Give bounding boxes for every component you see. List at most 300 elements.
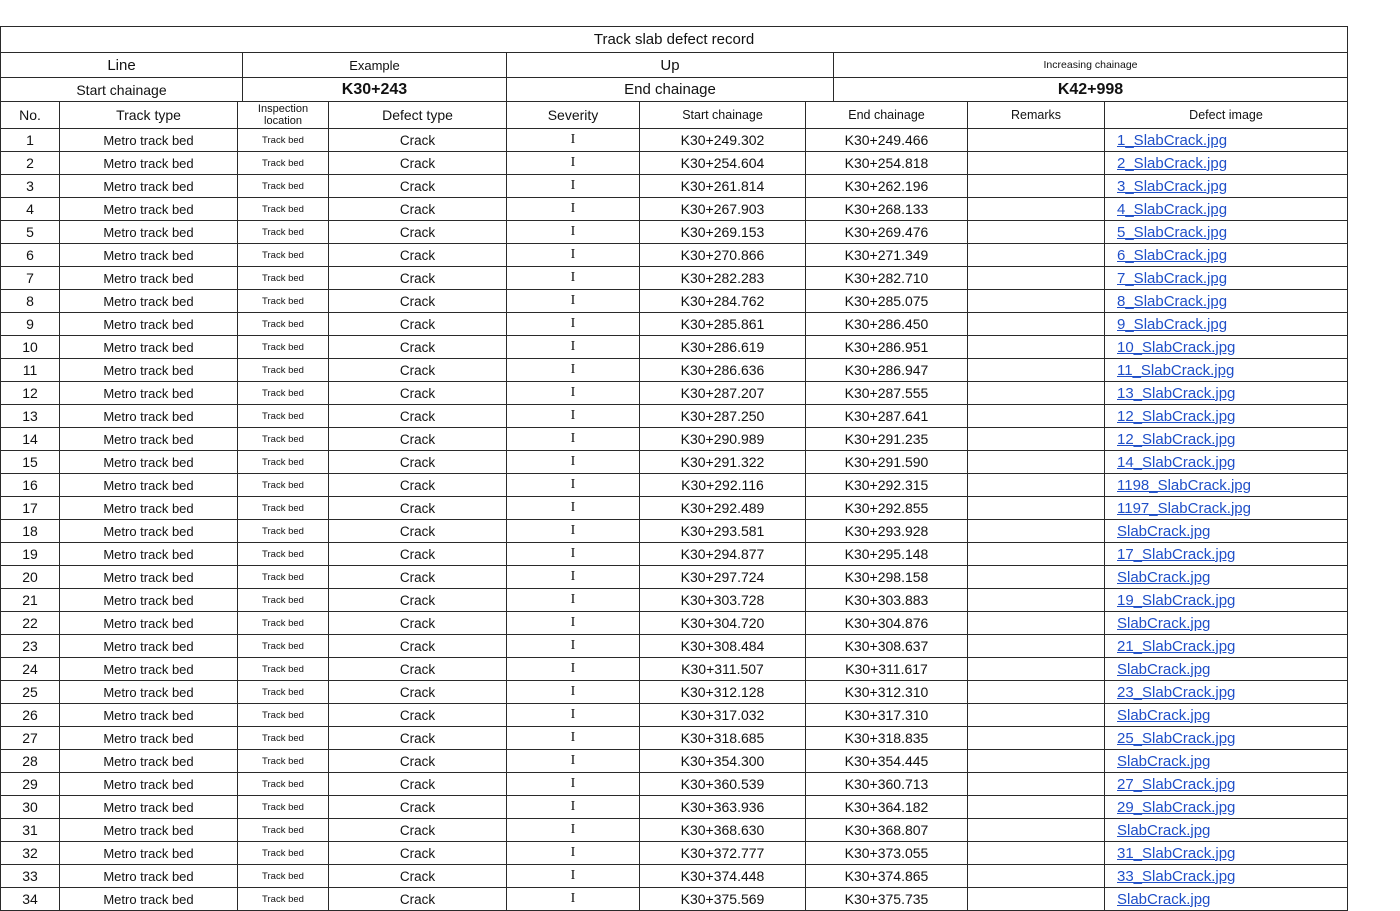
table-row [1, 658, 1348, 681]
cell-end-chainage: K30+317.310 [806, 704, 968, 727]
cell-defect-type: Crack [329, 152, 507, 175]
cell-start-chainage: K30+360.539 [640, 773, 806, 796]
cell-start-chainage: K30+270.866 [640, 244, 806, 267]
cell-end-chainage: K30+354.445 [806, 750, 968, 773]
cell-track-type: Metro track bed [60, 497, 238, 520]
cell-severity: I [507, 152, 640, 175]
table-row [1, 520, 1348, 543]
cell-start-chainage: K30+297.724 [640, 566, 806, 589]
cell-defect-type: Crack [329, 359, 507, 382]
cell-no: 12 [1, 382, 60, 405]
col-defect-type: Defect type [329, 102, 507, 129]
cell-defect-type: Crack [329, 681, 507, 704]
cell-defect-type: Crack [329, 313, 507, 336]
table-row [1, 129, 1348, 152]
cell-start-chainage: K30+375.569 [640, 888, 806, 911]
start-chainage-value: K30+243 [243, 78, 507, 102]
cell-start-chainage: K30+292.489 [640, 497, 806, 520]
cell-defect-type: Crack [329, 382, 507, 405]
cell-track-type: Metro track bed [60, 865, 238, 888]
cell-inspection-location: Track bed [238, 589, 329, 612]
cell-start-chainage: K30+267.903 [640, 198, 806, 221]
cell-no: 7 [1, 267, 60, 290]
cell-severity: I [507, 474, 640, 497]
table-row [1, 543, 1348, 566]
cell-remarks [968, 313, 1105, 336]
table-row [1, 152, 1348, 175]
cell-inspection-location: Track bed [238, 727, 329, 750]
cell-end-chainage: K30+286.450 [806, 313, 968, 336]
cell-start-chainage: K30+291.322 [640, 451, 806, 474]
cell-remarks [968, 152, 1105, 175]
cell-severity: I [507, 244, 640, 267]
cell-defect-image [1105, 681, 1348, 704]
cell-track-type: Metro track bed [60, 336, 238, 359]
table-row [1, 382, 1348, 405]
cell-defect-type: Crack [329, 405, 507, 428]
cell-no: 4 [1, 198, 60, 221]
cell-defect-type: Crack [329, 589, 507, 612]
cell-track-type: Metro track bed [60, 520, 238, 543]
cell-start-chainage: K30+372.777 [640, 842, 806, 865]
table-row [1, 313, 1348, 336]
cell-inspection-location: Track bed [238, 888, 329, 911]
defect-image-link[interactable]: SlabCrack.jpg [1117, 890, 1211, 908]
cell-inspection-location: Track bed [238, 750, 329, 773]
cell-severity: I [507, 451, 640, 474]
cell-track-type: Metro track bed [60, 727, 238, 750]
cell-defect-image [1105, 888, 1348, 911]
cell-severity: I [507, 566, 640, 589]
table-row [1, 244, 1348, 267]
cell-track-type: Metro track bed [60, 382, 238, 405]
cell-defect-image [1105, 773, 1348, 796]
cell-inspection-location: Track bed [238, 497, 329, 520]
cell-no: 22 [1, 612, 60, 635]
cell-defect-image [1105, 842, 1348, 865]
cell-defect-image [1105, 336, 1348, 359]
page-title: Track slab defect record [1, 27, 1348, 53]
cell-defect-image [1105, 865, 1348, 888]
cell-end-chainage: K30+373.055 [806, 842, 968, 865]
cell-remarks [968, 405, 1105, 428]
cell-no: 13 [1, 405, 60, 428]
cell-track-type: Metro track bed [60, 681, 238, 704]
cell-no: 24 [1, 658, 60, 681]
cell-severity: I [507, 405, 640, 428]
cell-severity: I [507, 612, 640, 635]
cell-start-chainage: K30+285.861 [640, 313, 806, 336]
defect-image-link[interactable]: 3_SlabCrack.jpg [1117, 177, 1228, 195]
cell-remarks [968, 474, 1105, 497]
cell-defect-type: Crack [329, 198, 507, 221]
cell-inspection-location: Track bed [238, 658, 329, 681]
cell-end-chainage: K30+286.951 [806, 336, 968, 359]
cell-defect-type: Crack [329, 129, 507, 152]
defect-image-link[interactable]: SlabCrack.jpg [1117, 706, 1211, 724]
cell-inspection-location: Track bed [238, 129, 329, 152]
cell-severity: I [507, 704, 640, 727]
cell-defect-image [1105, 543, 1348, 566]
cell-remarks [968, 750, 1105, 773]
cell-defect-image [1105, 451, 1348, 474]
cell-inspection-location: Track bed [238, 520, 329, 543]
defect-image-link[interactable]: 14_SlabCrack.jpg [1117, 453, 1236, 471]
defect-image-link[interactable]: 1197_SlabCrack.jpg [1117, 499, 1251, 517]
cell-remarks [968, 267, 1105, 290]
cell-severity: I [507, 727, 640, 750]
cell-defect-image [1105, 497, 1348, 520]
cell-severity: I [507, 589, 640, 612]
defect-image-link[interactable]: 1198_SlabCrack.jpg [1117, 476, 1251, 494]
cell-defect-image [1105, 198, 1348, 221]
cell-remarks [968, 681, 1105, 704]
defect-image-link[interactable]: SlabCrack.jpg [1117, 614, 1211, 632]
cell-defect-type: Crack [329, 612, 507, 635]
cell-defect-image [1105, 267, 1348, 290]
cell-end-chainage: K30+268.133 [806, 198, 968, 221]
cell-track-type: Metro track bed [60, 359, 238, 382]
cell-start-chainage: K30+311.507 [640, 658, 806, 681]
cell-end-chainage: K30+254.818 [806, 152, 968, 175]
cell-remarks [968, 773, 1105, 796]
cell-defect-image [1105, 382, 1348, 405]
cell-end-chainage: K30+282.710 [806, 267, 968, 290]
defect-image-link[interactable]: 13_SlabCrack.jpg [1117, 384, 1236, 402]
cell-severity: I [507, 681, 640, 704]
cell-inspection-location: Track bed [238, 382, 329, 405]
cell-start-chainage: K30+290.989 [640, 428, 806, 451]
cell-defect-type: Crack [329, 819, 507, 842]
table-row [1, 681, 1348, 704]
cell-remarks [968, 658, 1105, 681]
cell-end-chainage: K30+308.637 [806, 635, 968, 658]
cell-inspection-location: Track bed [238, 819, 329, 842]
cell-end-chainage: K30+312.310 [806, 681, 968, 704]
cell-remarks [968, 382, 1105, 405]
table-row [1, 842, 1348, 865]
cell-track-type: Metro track bed [60, 267, 238, 290]
cell-defect-type: Crack [329, 497, 507, 520]
defect-image-link[interactable]: 12_SlabCrack.jpg [1117, 407, 1236, 425]
cell-start-chainage: K30+286.619 [640, 336, 806, 359]
cell-defect-image [1105, 474, 1348, 497]
cell-track-type: Metro track bed [60, 405, 238, 428]
defect-image-link[interactable]: SlabCrack.jpg [1117, 821, 1211, 839]
cell-defect-type: Crack [329, 267, 507, 290]
cell-severity: I [507, 428, 640, 451]
cell-remarks [968, 566, 1105, 589]
cell-defect-type: Crack [329, 635, 507, 658]
cell-start-chainage: K30+308.484 [640, 635, 806, 658]
cell-severity: I [507, 842, 640, 865]
cell-remarks [968, 129, 1105, 152]
table-row [1, 336, 1348, 359]
defect-image-link[interactable]: 23_SlabCrack.jpg [1117, 683, 1236, 701]
defect-image-link[interactable]: 31_SlabCrack.jpg [1117, 844, 1236, 862]
cell-inspection-location: Track bed [238, 221, 329, 244]
cell-inspection-location: Track bed [238, 796, 329, 819]
cell-remarks [968, 451, 1105, 474]
cell-inspection-location: Track bed [238, 152, 329, 175]
cell-start-chainage: K30+294.877 [640, 543, 806, 566]
cell-no: 2 [1, 152, 60, 175]
cell-end-chainage: K30+292.315 [806, 474, 968, 497]
col-track-type: Track type [60, 102, 238, 129]
cell-no: 16 [1, 474, 60, 497]
cell-inspection-location: Track bed [238, 842, 329, 865]
cell-inspection-location: Track bed [238, 612, 329, 635]
cell-remarks [968, 428, 1105, 451]
cell-defect-image [1105, 796, 1348, 819]
table-row [1, 819, 1348, 842]
cell-start-chainage: K30+286.636 [640, 359, 806, 382]
cell-defect-type: Crack [329, 658, 507, 681]
cell-track-type: Metro track bed [60, 129, 238, 152]
cell-defect-type: Crack [329, 290, 507, 313]
cell-defect-image [1105, 428, 1348, 451]
cell-severity: I [507, 635, 640, 658]
cell-inspection-location: Track bed [238, 681, 329, 704]
cell-end-chainage: K30+298.158 [806, 566, 968, 589]
cell-inspection-location: Track bed [238, 313, 329, 336]
cell-track-type: Metro track bed [60, 750, 238, 773]
cell-inspection-location: Track bed [238, 451, 329, 474]
defect-image-link[interactable]: 11_SlabCrack.jpg [1117, 361, 1235, 379]
cell-start-chainage: K30+312.128 [640, 681, 806, 704]
cell-start-chainage: K30+374.448 [640, 865, 806, 888]
cell-start-chainage: K30+282.283 [640, 267, 806, 290]
cell-defect-image [1105, 704, 1348, 727]
cell-no: 5 [1, 221, 60, 244]
cell-defect-type: Crack [329, 842, 507, 865]
cell-track-type: Metro track bed [60, 313, 238, 336]
defect-image-link[interactable]: 27_SlabCrack.jpg [1117, 775, 1236, 793]
cell-start-chainage: K30+354.300 [640, 750, 806, 773]
cell-start-chainage: K30+254.604 [640, 152, 806, 175]
cell-severity: I [507, 382, 640, 405]
cell-no: 10 [1, 336, 60, 359]
cell-severity: I [507, 129, 640, 152]
cell-defect-image [1105, 359, 1348, 382]
cell-remarks [968, 704, 1105, 727]
cell-severity: I [507, 221, 640, 244]
cell-end-chainage: K30+374.865 [806, 865, 968, 888]
table-row [1, 451, 1348, 474]
defect-image-link[interactable]: 1_SlabCrack.jpg [1117, 131, 1228, 149]
table-row [1, 865, 1348, 888]
defect-image-link[interactable]: SlabCrack.jpg [1117, 752, 1211, 770]
cell-track-type: Metro track bed [60, 474, 238, 497]
defect-image-link[interactable]: 17_SlabCrack.jpg [1117, 545, 1236, 563]
cell-defect-type: Crack [329, 888, 507, 911]
cell-track-type: Metro track bed [60, 842, 238, 865]
cell-end-chainage: K30+293.928 [806, 520, 968, 543]
cell-end-chainage: K30+375.735 [806, 888, 968, 911]
table-row [1, 566, 1348, 589]
cell-start-chainage: K30+304.720 [640, 612, 806, 635]
cell-inspection-location: Track bed [238, 290, 329, 313]
cell-defect-type: Crack [329, 451, 507, 474]
cell-track-type: Metro track bed [60, 198, 238, 221]
cell-track-type: Metro track bed [60, 658, 238, 681]
cell-severity: I [507, 819, 640, 842]
cell-track-type: Metro track bed [60, 589, 238, 612]
cell-end-chainage: K30+364.182 [806, 796, 968, 819]
cell-remarks [968, 336, 1105, 359]
end-chainage-label: End chainage [507, 78, 834, 102]
cell-severity: I [507, 888, 640, 911]
col-end-chainage: End chainage [806, 102, 968, 129]
cell-start-chainage: K30+317.032 [640, 704, 806, 727]
cell-remarks [968, 359, 1105, 382]
cell-end-chainage: K30+368.807 [806, 819, 968, 842]
start-chainage-label: Start chainage [1, 78, 243, 102]
cell-defect-type: Crack [329, 750, 507, 773]
cell-remarks [968, 819, 1105, 842]
table-row [1, 589, 1348, 612]
cell-start-chainage: K30+261.814 [640, 175, 806, 198]
cell-track-type: Metro track bed [60, 175, 238, 198]
cell-defect-type: Crack [329, 520, 507, 543]
cell-defect-type: Crack [329, 865, 507, 888]
table-row [1, 612, 1348, 635]
defect-image-link[interactable]: SlabCrack.jpg [1117, 660, 1211, 678]
col-remarks: Remarks [968, 102, 1105, 129]
defect-image-link[interactable]: SlabCrack.jpg [1117, 568, 1211, 586]
cell-end-chainage: K30+271.349 [806, 244, 968, 267]
cell-defect-image [1105, 819, 1348, 842]
cell-defect-image [1105, 635, 1348, 658]
cell-inspection-location: Track bed [238, 175, 329, 198]
cell-no: 26 [1, 704, 60, 727]
cell-remarks [968, 290, 1105, 313]
record-header-table [0, 26, 1348, 102]
defect-image-link[interactable]: 5_SlabCrack.jpg [1117, 223, 1228, 241]
table-row [1, 267, 1348, 290]
cell-start-chainage: K30+368.630 [640, 819, 806, 842]
cell-defect-type: Crack [329, 474, 507, 497]
cell-no: 25 [1, 681, 60, 704]
cell-inspection-location: Track bed [238, 865, 329, 888]
cell-severity: I [507, 313, 640, 336]
defect-table [0, 101, 1348, 911]
table-row [1, 198, 1348, 221]
cell-defect-image [1105, 129, 1348, 152]
table-row [1, 773, 1348, 796]
table-row [1, 405, 1348, 428]
cell-track-type: Metro track bed [60, 221, 238, 244]
cell-no: 11 [1, 359, 60, 382]
cell-severity: I [507, 796, 640, 819]
defect-image-link[interactable]: 29_SlabCrack.jpg [1117, 798, 1236, 816]
table-row [1, 750, 1348, 773]
table-row [1, 796, 1348, 819]
cell-defect-image [1105, 175, 1348, 198]
cell-remarks [968, 497, 1105, 520]
cell-no: 15 [1, 451, 60, 474]
cell-end-chainage: K30+311.617 [806, 658, 968, 681]
cell-end-chainage: K30+287.555 [806, 382, 968, 405]
cell-start-chainage: K30+269.153 [640, 221, 806, 244]
cell-no: 33 [1, 865, 60, 888]
cell-start-chainage: K30+287.207 [640, 382, 806, 405]
defect-image-link[interactable]: 33_SlabCrack.jpg [1117, 867, 1236, 885]
cell-defect-image [1105, 589, 1348, 612]
col-defect-image: Defect image [1105, 102, 1348, 129]
defect-image-link[interactable]: 19_SlabCrack.jpg [1117, 591, 1236, 609]
cell-end-chainage: K30+360.713 [806, 773, 968, 796]
cell-no: 27 [1, 727, 60, 750]
cell-no: 17 [1, 497, 60, 520]
defect-image-link[interactable]: 21_SlabCrack.jpg [1117, 637, 1236, 655]
table-row [1, 359, 1348, 382]
cell-defect-type: Crack [329, 796, 507, 819]
cell-remarks [968, 520, 1105, 543]
defect-image-link[interactable]: 4_SlabCrack.jpg [1117, 200, 1228, 218]
cell-remarks [968, 244, 1105, 267]
cell-track-type: Metro track bed [60, 773, 238, 796]
cell-end-chainage: K30+249.466 [806, 129, 968, 152]
defect-image-link[interactable]: 7_SlabCrack.jpg [1117, 269, 1228, 287]
cell-end-chainage: K30+318.835 [806, 727, 968, 750]
cell-inspection-location: Track bed [238, 635, 329, 658]
cell-no: 29 [1, 773, 60, 796]
cell-defect-type: Crack [329, 543, 507, 566]
defect-image-link[interactable]: 10_SlabCrack.jpg [1117, 338, 1236, 356]
cell-severity: I [507, 359, 640, 382]
cell-track-type: Metro track bed [60, 704, 238, 727]
cell-no: 18 [1, 520, 60, 543]
cell-remarks [968, 198, 1105, 221]
table-row [1, 474, 1348, 497]
cell-defect-type: Crack [329, 727, 507, 750]
table-row [1, 221, 1348, 244]
cell-severity: I [507, 543, 640, 566]
cell-remarks [968, 589, 1105, 612]
defect-image-link[interactable]: 12_SlabCrack.jpg [1117, 430, 1236, 448]
defect-image-link[interactable]: 9_SlabCrack.jpg [1117, 315, 1228, 333]
cell-no: 34 [1, 888, 60, 911]
cell-defect-type: Crack [329, 244, 507, 267]
defect-image-link[interactable]: 8_SlabCrack.jpg [1117, 292, 1228, 310]
col-severity: Severity [507, 102, 640, 129]
cell-defect-type: Crack [329, 704, 507, 727]
cell-severity: I [507, 865, 640, 888]
table-row [1, 727, 1348, 750]
defect-image-link[interactable]: 2_SlabCrack.jpg [1117, 154, 1228, 172]
cell-inspection-location: Track bed [238, 704, 329, 727]
cell-defect-type: Crack [329, 773, 507, 796]
cell-end-chainage: K30+262.196 [806, 175, 968, 198]
cell-inspection-location: Track bed [238, 773, 329, 796]
cell-inspection-location: Track bed [238, 405, 329, 428]
defect-image-link[interactable]: SlabCrack.jpg [1117, 522, 1211, 540]
defect-image-link[interactable]: 6_SlabCrack.jpg [1117, 246, 1228, 264]
cell-no: 21 [1, 589, 60, 612]
cell-start-chainage: K30+287.250 [640, 405, 806, 428]
table-row [1, 704, 1348, 727]
table-row [1, 497, 1348, 520]
cell-track-type: Metro track bed [60, 888, 238, 911]
col-inspection-location: Inspection location [238, 102, 329, 129]
defect-image-link[interactable]: 25_SlabCrack.jpg [1117, 729, 1236, 747]
cell-track-type: Metro track bed [60, 796, 238, 819]
direction-note: Increasing chainage [834, 53, 1348, 78]
cell-track-type: Metro track bed [60, 612, 238, 635]
cell-remarks [968, 543, 1105, 566]
cell-end-chainage: K30+287.641 [806, 405, 968, 428]
